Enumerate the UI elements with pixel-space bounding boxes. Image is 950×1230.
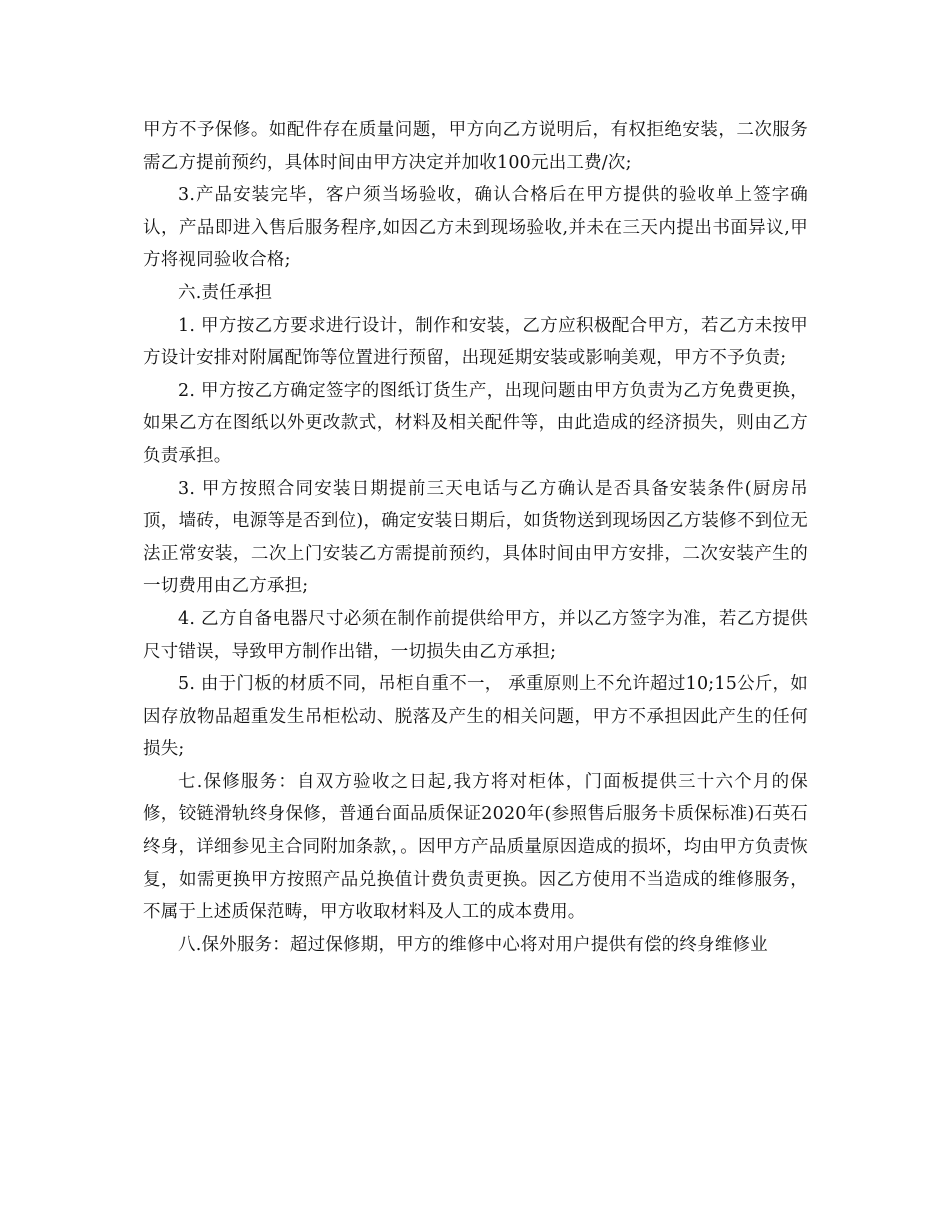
paragraph-acceptance: 3.产品安装完毕，客户须当场验收，确认合格后在甲方提供的验收单上签字确认，产品即进入售后服务程序,如因乙方未到现场验收,并未在三天内提出书面异议,甲方将视同验收合格; — [143, 185, 808, 271]
paragraph-liability-4: 4. 乙方自备电器尺寸必须在制作前提供给甲方，并以乙方签字为准，若乙方提供尺寸错误，导致甲方制作出错，一切损失由乙方承担; — [143, 608, 808, 662]
section-warranty-service: 七.保修服务：自双方验收之日起,我方将对柜体，门面板提供三十六个月的保修，铰链滑轨终身保修，普通台面品质保证2020年(参照售后服务卡质保标准)石英石终身，详细参见主合同附加条款，。因甲方产品质量原因造成的损坏，均由甲方负责恢复，如需更换甲方按照产品兑换值计费负责更换。因乙方使用不当造成的维修服务，不属于上述质保范畴，甲方收取材料及人工的成本费用。 — [143, 771, 808, 923]
paragraph-warranty-exclusion: 甲方不予保修。如配件存在质量问题，甲方向乙方说明后，有权拒绝安装，二次服务需乙方提前预约，具体时间由甲方决定并加收100元出工费/次; — [143, 120, 808, 173]
document-body — [143, 114, 808, 961]
paragraph-liability-1: 1. 甲方按乙方要求进行设计，制作和安装，乙方应积极配合甲方，若乙方未按甲方设计安排对附属配饰等位置进行预留，出现延期安装或影响美观，甲方不予负责; — [143, 315, 808, 369]
section-heading-liability: 六.责任承担 — [178, 282, 273, 303]
section-out-of-warranty-service: 八.保外服务：超过保修期，甲方的维修中心将对用户提供有偿的终身维修业 — [178, 934, 768, 955]
paragraph-liability-3: 3. 甲方按照合同安装日期提前三天电话与乙方确认是否具备安装条件(厨房吊顶，墙砖，电源等是否到位)，确定安装日期后，如货物送到现场因乙方装修不到位无法正常安装，二次上门安装乙方需提前预约，具体时间由甲方安排，二次安装产生的一切费用由乙方承担; — [143, 478, 808, 597]
paragraph-liability-2: 2. 甲方按乙方确定签字的图纸订货生产，出现问题由甲方负责为乙方免费更换，如果乙方在图纸以外更改款式，材料及相关配件等，由此造成的经济损失，则由乙方负责承担。 — [143, 380, 808, 466]
paragraph-liability-5: 5. 由于门板的材质不同，吊柜自重不一， 承重原则上不允许超过10;15公斤，如因存放物品超重发生吊柜松动、脱落及产生的相关问题，甲方不承担因此产生的任何损失; — [143, 674, 808, 760]
